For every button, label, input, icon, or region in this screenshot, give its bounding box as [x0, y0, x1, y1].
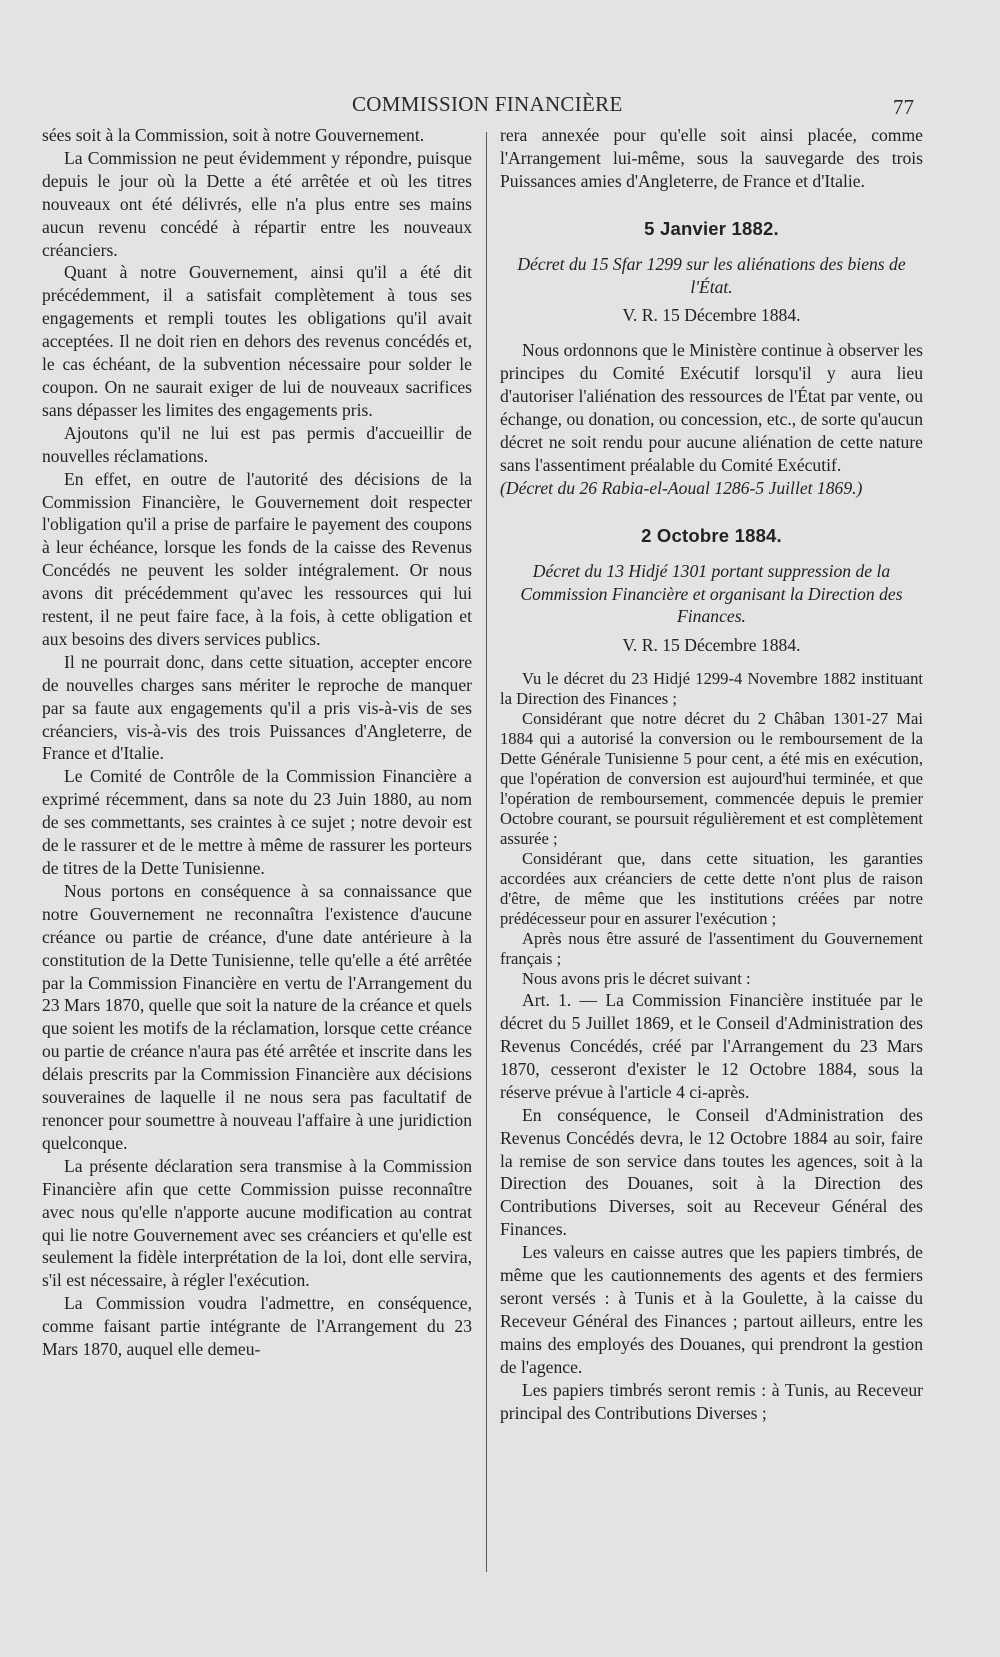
paragraph: La Commission voudra l'admettre, en conséquence, comme faisant partie intégrante de l'Arrangement du 23 Mars 1870, auquel elle demeu- [42, 1293, 472, 1360]
decree-title: Décret du 15 Sfar 1299 sur les aliénations des biens de l'État. [517, 253, 906, 297]
running-title: COMMISSION FINANCIÈRE [352, 92, 623, 116]
left-column [42, 124, 472, 1361]
paragraph: Ajoutons qu'il ne lui est pas permis d'accueillir de nouvelles réclamations. [42, 422, 472, 466]
article-paragraph: Art. 1. — La Commission Financière instituée par le décret du 5 Juillet 1869, et le Conseil d'Administration des Revenus Concédés, créé par l'Arrangement du 23 Mars 1870, cesseront d'exister le 12 Octobre 1884, sous la réserve prévue à l'article 4 ci-après. [500, 990, 923, 1102]
paragraph: La Commission ne peut évidemment y répondre, puisque depuis le jour où la Dette a été arrêtée et où les titres nouveaux ont été délivrés, elle n'a plus entre ses mains aucun revenu concédé à répartir entre les nouveaux créanciers. [42, 147, 472, 260]
vr-line: V. R. 15 Décembre 1884. [622, 635, 801, 656]
section-date: 2 Octobre 1884. [641, 524, 782, 546]
paragraph: Quant à notre Gouvernement, ainsi qu'il a été dit précédemment, il a satisfait complètement à tous ses engagements et rempli toutes les obligations qu'il avait acceptées. Il ne doit rien en dehors des revenus concédés et, le cas échéant, de la subvention nécessaire pour solder le coupon. On ne saurait exiger de lui de nouveaux sacrifices sans dépasser les limites des engagements pris. [42, 262, 472, 420]
page-number: 77 [893, 95, 914, 119]
decree-title: Décret du 13 Hidjé 1301 portant suppression de la Commission Financière et organisant la Direction des Finances. [520, 560, 903, 627]
article-paragraph: Les valeurs en caisse autres que les papiers timbrés, de même que les cautionnements des agents et des fermiers seront versés : à Tunis et à la Goulette, à la caisse du Receveur Général des Finances ; partout ailleurs, entre les mains des employés des Douanes, qui prendront la gestion de l'agence. [500, 1242, 923, 1377]
paragraph: Il ne pourrait donc, dans cette situation, accepter encore de nouvelles charges sans mériter le reproche de manquer par sa faute aux engagements qu'il a pris vis-à-vis de ses créanciers, vis-à-vis des trois Puissances d'Angleterre, de France et d'Italie. [42, 651, 472, 764]
considerant: Considérant que notre décret du 2 Châban 1301-27 Mai 1884 qui a autorisé la conversion ou le remboursement de la Dette Générale Tunisienne 5 pour cent, a été mis en exécution, que l'opération de conversion est aujourd'hui terminée, et que l'opération de remboursement, commencée depuis le premier Octobre courant, se poursuit régulièrement et est complètement assurée ; [500, 709, 923, 849]
paragraph: Le Comité de Contrôle de la Commission Financière a exprimé récemment, dans sa note du 23 Juin 1880, au nom de ses commettants, ses craintes à ce sujet ; notre devoir est de le rassurer et de le mettre à même de rassurer les porteurs de titres de la Dette Tunisienne. [42, 766, 472, 878]
considerant: Considérant que, dans cette situation, les garanties accordées aux créanciers de cette dette n'ont plus de raison d'être, de même que les institutions créées par notre prédécesseur pour en assurer l'exécution ; [500, 849, 923, 929]
paragraph-continuation: rera annexée pour qu'elle soit ainsi placée, comme l'Arrangement lui-même, sous la sauvegarde des trois Puissances amies d'Angleterre, de France et d'Italie. [500, 125, 923, 191]
column-divider [486, 132, 487, 1572]
paragraph: La présente déclaration sera transmise à la Commission Financière afin que cette Commission puisse reconnaître avec nous qu'elle n'apporte aucune modification au contrat qui lie notre Gouvernement avec ses créanciers et qu'elle est seulement la fidèle interprétation de la loi, dont elle servira, s'il est nécessaire, à régler l'exécution. [42, 1155, 472, 1291]
considerant: Vu le décret du 23 Hidjé 1299-4 Novembre 1882 instituant la Direction des Finances ; [500, 669, 923, 709]
article-paragraph: Les papiers timbrés seront remis : à Tunis, au Receveur principal des Contributions Diverses ; [500, 1379, 923, 1423]
right-column [500, 124, 923, 1424]
decree-reference: (Décret du 26 Rabia-el-Aoual 1286-5 Juillet 1869.) [500, 477, 863, 498]
section-date: 5 Janvier 1882. [644, 217, 779, 239]
considerant: Nous avons pris le décret suivant : [522, 969, 751, 989]
considerant: Après nous être assuré de l'assentiment du Gouvernement français ; [500, 929, 923, 969]
paragraph: Nous ordonnons que le Ministère continue à observer les principes du Comité Exécutif lorsqu'il y aura lieu d'autoriser l'aliénation des ressources de l'État par vente, ou échange, ou donation, ou concession, etc., de sorte qu'aucun décret ne soit rendu pour aucune aliénation de cette nature sans l'assentiment préalable du Comité Exécutif. [500, 340, 923, 475]
paragraph: sées soit à la Commission, soit à notre Gouvernement. [42, 125, 425, 145]
article-paragraph: En conséquence, le Conseil d'Administration des Revenus Concédés devra, le 12 Octobre 1884 au soir, faire la remise de son service dans toutes les agences, soit à la Direction des Douanes, soit à la Direction des Contributions Diverses, soit au Receveur Général des Finances. [500, 1104, 923, 1240]
paragraph: Nous portons en conséquence à sa connaissance que notre Gouvernement ne reconnaîtra l'existence d'aucune créance ou partie de créance, d'une date antérieure à la constitution de la Dette Tunisienne, telle qu'elle a été arrêtée par la Commission Financière en vertu de l'Arrangement du 23 Mars 1870, quelle que soit la nature de la créance et quels que soient les motifs de la réclamation, lorsque cette créance ou partie de créance n'aura pas été arrêtée et inscrite dans les délais prescrits par la Commission Financière aux décisions souveraines de laquelle il ne nous sera pas facultatif de renoncer pour soumettre à nouveau l'affaire à une juridiction quelconque. [42, 880, 472, 1153]
vr-line: V. R. 15 Décembre 1884. [622, 305, 801, 326]
paragraph: En effet, en outre de l'autorité des décisions de la Commission Financière, le Gouvernement doit respecter l'obligation qu'il a prise de parfaire le payement des coupons à leur échéance, lorsque les fonds de la caisse des Revenus Concédés ne peuvent les solder intégralement. Or nous avons dit précédemment qu'avec les ressources qui lui restent, il ne peut faire face, à la fois, à cette obligation et aux besoins des divers services publics. [42, 468, 472, 649]
considerants-block [500, 669, 923, 989]
